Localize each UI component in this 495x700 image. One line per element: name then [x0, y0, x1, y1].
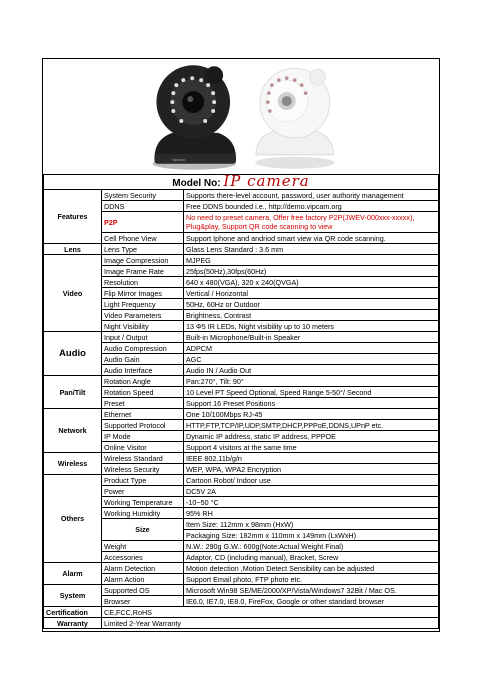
spec-value: Limited 2-Year Warranty: [102, 618, 439, 629]
spec-key: Rotation Speed: [102, 387, 184, 398]
spec-key: Supported Protocol: [102, 420, 184, 431]
section-audio: Audio: [44, 332, 102, 376]
section-system: System: [44, 585, 102, 607]
table-row: [44, 585, 439, 596]
spec-value: Free DDNS bounded i.e., http://demo.vipcam.org: [184, 201, 439, 212]
section-alarm: Alarm: [44, 563, 102, 585]
spec-value: Microsoft Win98 SE/ME/2000/XP/Vista/Windows7 32Bit / Mac OS.: [184, 585, 439, 596]
spec-key: Preset: [102, 398, 184, 409]
spec-sheet: [42, 58, 440, 632]
table-row: [44, 212, 439, 233]
spec-value: Support Iphone and andriod smart view via QR code scanning.: [184, 233, 439, 244]
spec-key: Power: [102, 486, 184, 497]
spec-value: Audio IN / Audio Out: [184, 365, 439, 376]
spec-key: System Security: [102, 190, 184, 201]
camera-badge: vipcam: [172, 156, 185, 162]
spec-key: Flip Mirror Images: [102, 288, 184, 299]
table-row: [44, 431, 439, 442]
spec-value: Cartoon Robot/ Indoor use: [184, 475, 439, 486]
table-row: [44, 596, 439, 607]
model-name: IP camera: [223, 174, 310, 190]
section-video: Video: [44, 255, 102, 332]
spec-key: Product Type: [102, 475, 184, 486]
spec-value: Brightness, Contrast: [184, 310, 439, 321]
spec-value: Glass Lens Standard : 3.6 mm: [184, 244, 439, 255]
white-camera-image: [255, 68, 335, 168]
spec-key: Working Humidity: [102, 508, 184, 519]
table-row: [44, 497, 439, 508]
spec-value: 50Hz, 60Hz or Outdoor: [184, 299, 439, 310]
section-certification: Certification: [44, 607, 102, 618]
spec-value: Item Size: 112mm x 98mm (HxW): [184, 519, 439, 530]
spec-value: Motion detection ,Motion Detect Sensibility can be adjusted: [184, 563, 439, 574]
table-row: [44, 244, 439, 255]
spec-key: Night Visibility: [102, 321, 184, 332]
spec-key: Browser: [102, 596, 184, 607]
table-row: [44, 365, 439, 376]
spec-key: Wireless Security: [102, 464, 184, 475]
spec-key: Cell Phone View: [102, 233, 184, 244]
table-row: [44, 277, 439, 288]
section-wireless: Wireless: [44, 453, 102, 475]
spec-value: MJPEG: [184, 255, 439, 266]
spec-value: Adaptor, CD (including manual), Bracket, Screw: [184, 552, 439, 563]
section-lens: Lens: [44, 244, 102, 255]
table-row: [44, 486, 439, 497]
spec-key: Input / Output: [102, 332, 184, 343]
spec-table: [43, 174, 439, 629]
spec-value: Built-in Microphone/Built-in Speaker: [184, 332, 439, 343]
spec-value: 10 Level PT Speed Optional, Speed Range 5-50°/ Second: [184, 387, 439, 398]
spec-key: Ethernet: [102, 409, 184, 420]
table-row: [44, 464, 439, 475]
table-row: [44, 541, 439, 552]
table-row: [44, 233, 439, 244]
spec-value: N.W.: 290g G.W.: 600g(Note:Actual Weight Final): [184, 541, 439, 552]
spec-key: Working Temperature: [102, 497, 184, 508]
section-warranty: Warranty: [44, 618, 102, 629]
spec-key: IP Mode: [102, 431, 184, 442]
spec-value: CE,FCC,RoHS: [102, 607, 439, 618]
spec-key: Lens Type: [102, 244, 184, 255]
spec-key: Wireless Standard: [102, 453, 184, 464]
spec-key: Alarm Action: [102, 574, 184, 585]
table-row: [44, 574, 439, 585]
spec-key: Resolution: [102, 277, 184, 288]
spec-key: Image Frame Rate: [102, 266, 184, 277]
table-row: [44, 376, 439, 387]
table-row: [44, 332, 439, 343]
spec-value: Dynamic IP address, static IP address, PPPOE: [184, 431, 439, 442]
spec-key: Supported OS: [102, 585, 184, 596]
table-row: [44, 255, 439, 266]
table-row: [44, 508, 439, 519]
table-row: [44, 519, 439, 530]
spec-key: Image Compression: [102, 255, 184, 266]
table-row: [44, 607, 439, 618]
spec-value: Support Email photo, FTP photo etc.: [184, 574, 439, 585]
table-row: [44, 563, 439, 574]
table-row: [44, 299, 439, 310]
spec-value: Support 16 Preset Positions: [184, 398, 439, 409]
spec-value: Support 4 visitors at the same time: [184, 442, 439, 453]
spec-key: Accessories: [102, 552, 184, 563]
section-features: Features: [44, 190, 102, 244]
camera-photo: [43, 59, 439, 171]
spec-value: 640 x 480(VGA), 320 x 240(QVGA): [184, 277, 439, 288]
spec-value: One 10/100Mbps RJ-45: [184, 409, 439, 420]
spec-key: Rotation Angle: [102, 376, 184, 387]
table-row: [44, 398, 439, 409]
spec-value: -10~50 °C: [184, 497, 439, 508]
section-pantilt: Pan/Tilt: [44, 376, 102, 409]
table-row: [44, 190, 439, 201]
table-row: [44, 321, 439, 332]
table-row: [44, 442, 439, 453]
spec-value: 95% RH: [184, 508, 439, 519]
table-row: [44, 618, 439, 629]
spec-key: Audio Interface: [102, 365, 184, 376]
spec-value: Supports there-level account, password, user authority management: [184, 190, 439, 201]
table-row: [44, 453, 439, 464]
section-others: Others: [44, 475, 102, 563]
black-camera-image: [152, 65, 236, 169]
table-row: [44, 354, 439, 365]
table-row: [44, 343, 439, 354]
table-row: [44, 310, 439, 321]
spec-key: DDNS: [102, 201, 184, 212]
spec-value: 25fps(50Hz),30fps(60Hz): [184, 266, 439, 277]
section-network: Network: [44, 409, 102, 453]
table-row: [44, 552, 439, 563]
spec-value: Vertical / Horizontal: [184, 288, 439, 299]
model-row: [44, 175, 439, 190]
spec-value: HTTP,FTP,TCP/IP,UDP,SMTP,DHCP,PPPoE,DDNS,UPnP etc.: [184, 420, 439, 431]
table-row: [44, 409, 439, 420]
table-row: [44, 420, 439, 431]
spec-key: P2P: [102, 212, 184, 233]
spec-value: Pan:270°, Tilt: 90°: [184, 376, 439, 387]
spec-value: AGC: [184, 354, 439, 365]
spec-key: Audio Compression: [102, 343, 184, 354]
spec-value: 13 Φ5 IR LEDs, Night visibility up to 10 meters: [184, 321, 439, 332]
spec-key: Video Parameters: [102, 310, 184, 321]
spec-value: No need to preset camera, Offer free factory P2P(JWEV-000xxx-xxxxx), Plug&play, Support QR code scanning to view: [184, 212, 439, 233]
spec-key: Alarm Detection: [102, 563, 184, 574]
spec-value: DC5V 2A: [184, 486, 439, 497]
spec-key: Online Visitor: [102, 442, 184, 453]
spec-key: Audio Gain: [102, 354, 184, 365]
spec-value: ADPCM: [184, 343, 439, 354]
spec-value: Packaging Size: 182mm x 110mm x 149mm (LxWxH): [184, 530, 439, 541]
spec-value: IE6.0, IE7.0, IE8.0, FireFox, Google or other standard browser: [184, 596, 439, 607]
table-row: [44, 266, 439, 277]
spec-key: Light Frequency: [102, 299, 184, 310]
table-row: [44, 387, 439, 398]
table-row: [44, 288, 439, 299]
model-label: Model No:: [172, 177, 221, 189]
spec-value: WEP, WPA, WPA2 Encryption: [184, 464, 439, 475]
spec-key: Weight: [102, 541, 184, 552]
spec-value: IEEE 802.11b/g/n: [184, 453, 439, 464]
spec-key: Size: [102, 519, 184, 541]
table-row: [44, 475, 439, 486]
table-row: [44, 201, 439, 212]
